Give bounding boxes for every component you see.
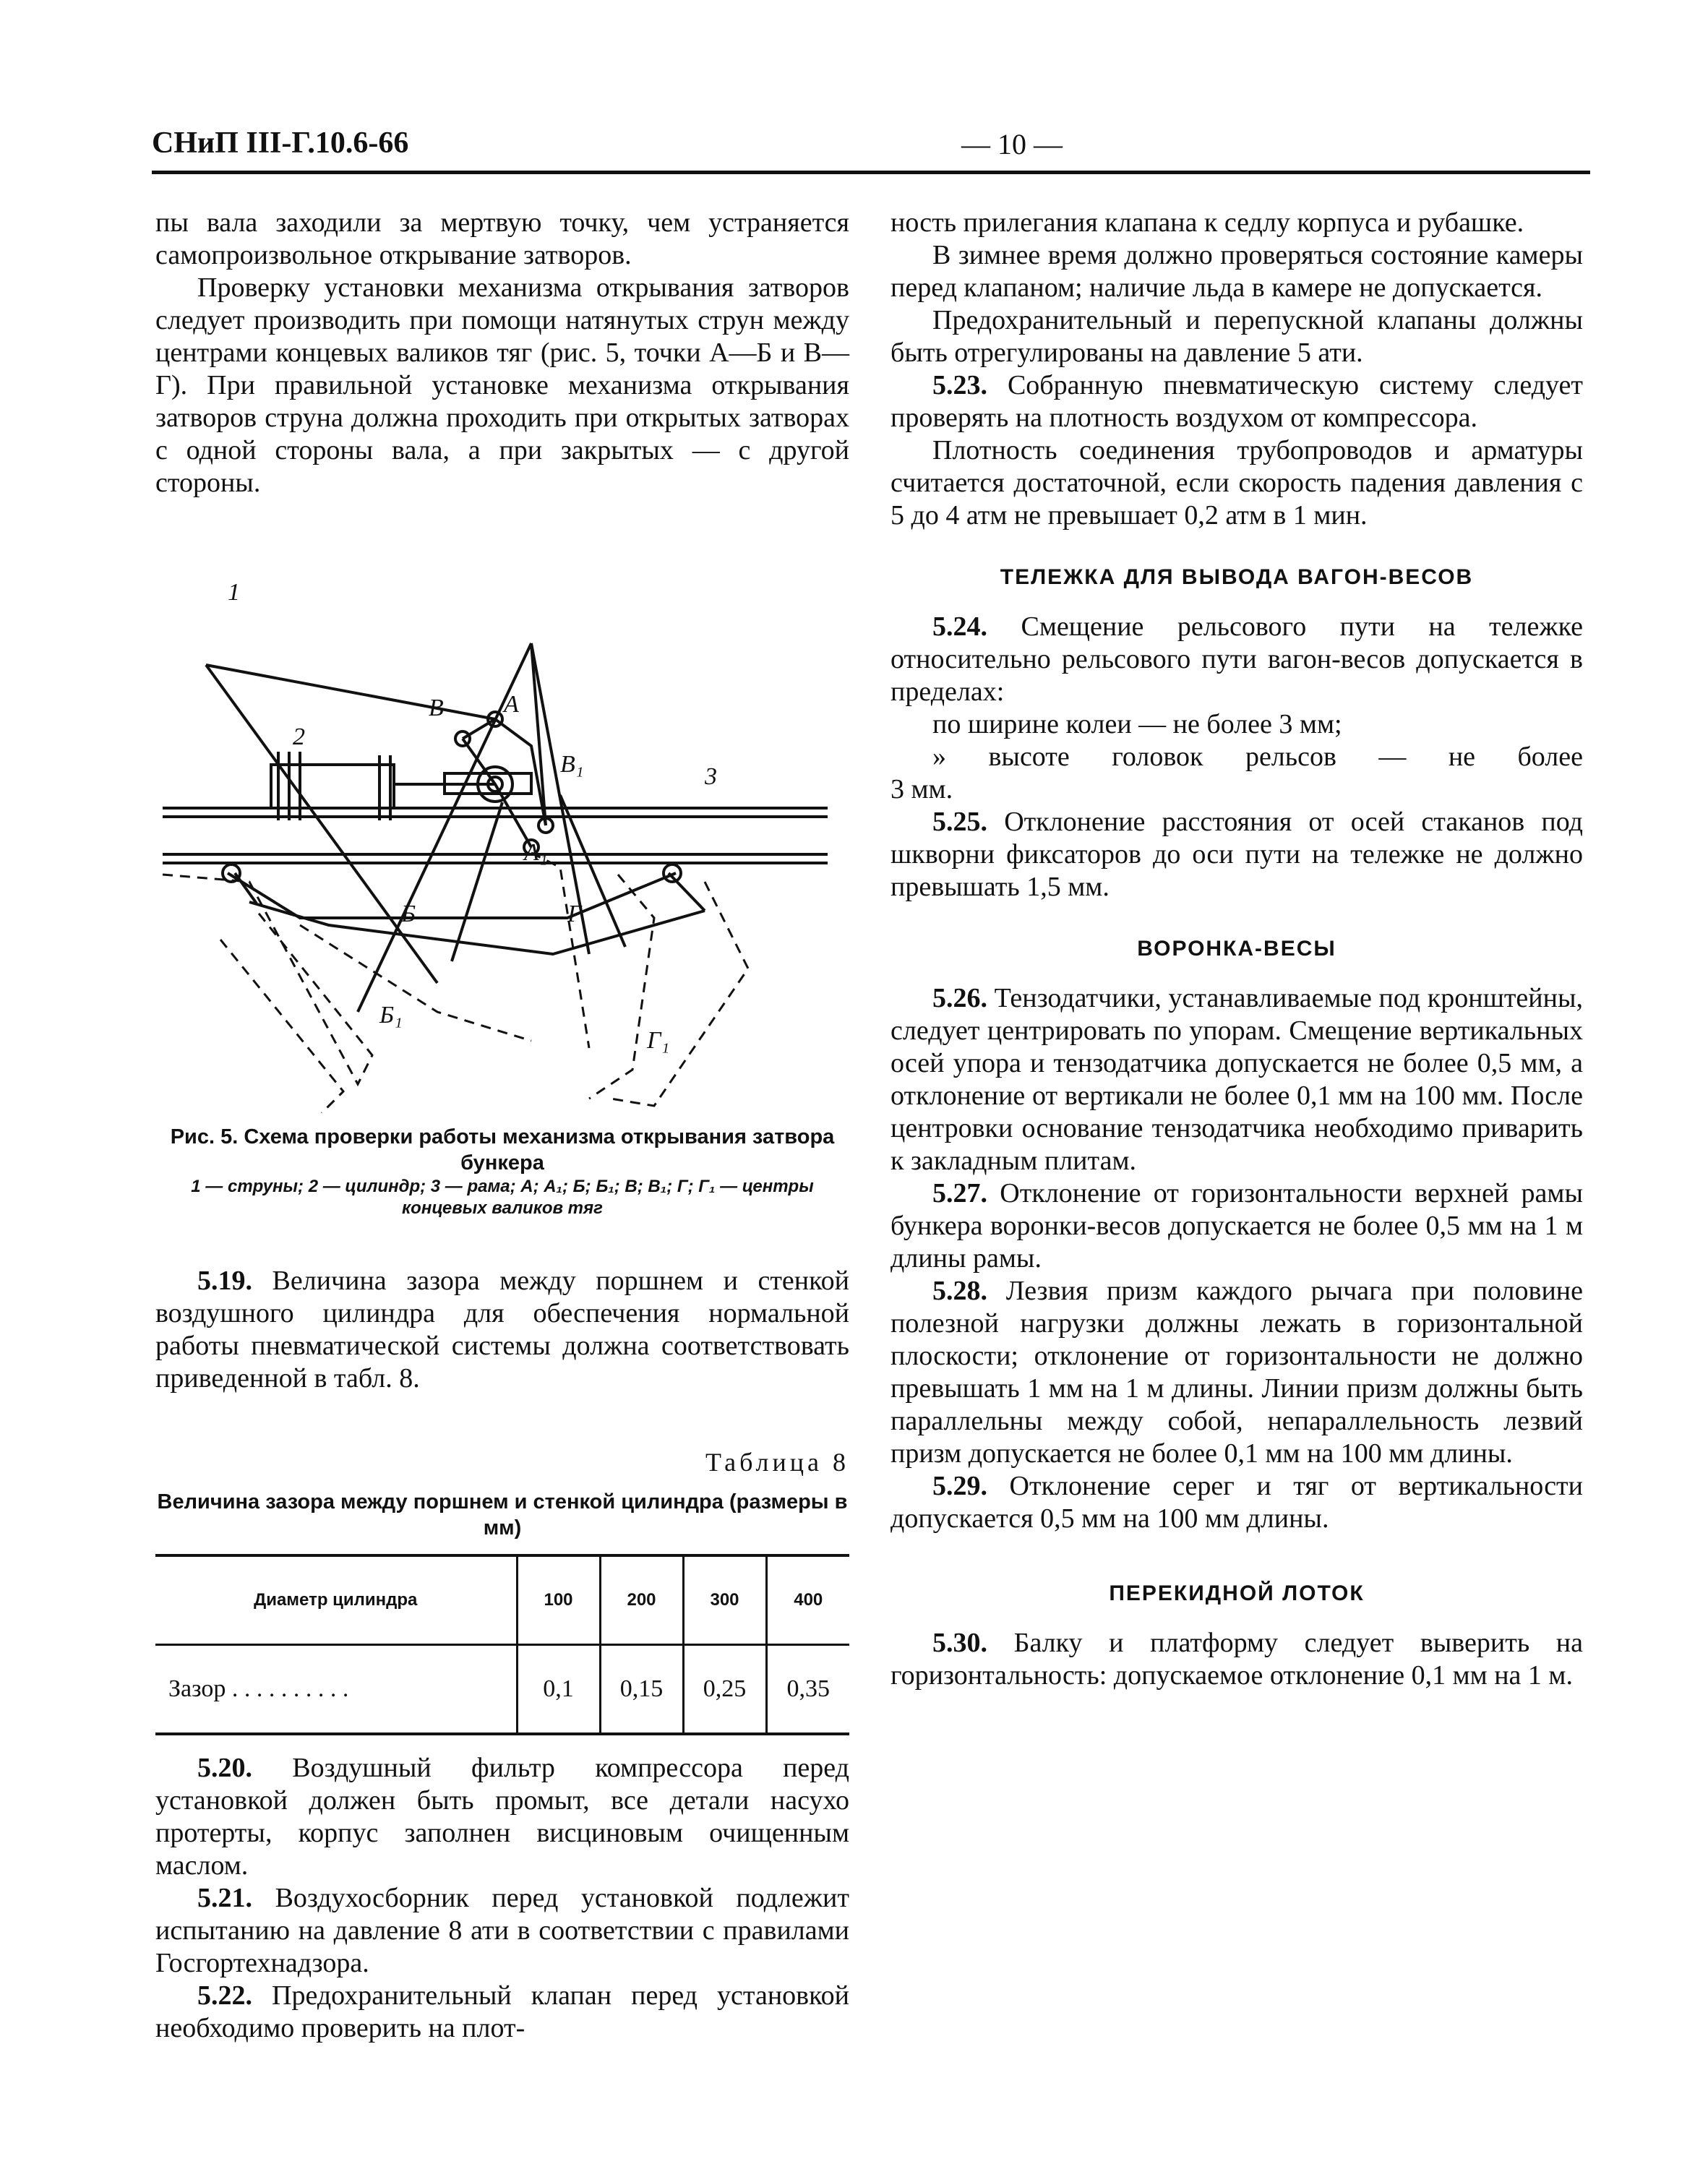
table-cell: 0,15 [600, 1645, 683, 1735]
clause-number: 5.28. [932, 1276, 987, 1306]
paragraph-5-30 [891, 1627, 1583, 1692]
left-column-519 [155, 1265, 849, 1395]
ditto-mark: » [932, 742, 946, 772]
table-row [155, 1645, 849, 1735]
figure-legend: 1 — струны; 2 — цилиндр; 3 — рама; А; А₁; Б; Б₁; В; В₁; Г; Г₁ — центры концевых валиков тяг [191, 1177, 814, 1218]
string-1 [206, 665, 495, 719]
table-cell: 0,1 [517, 1645, 600, 1735]
paragraph-density: Плотность соединения трубопроводов и арматуры считается достаточной, если скорость падения давления с 5 до 4 атм не превышает 0,2 атм в 1 мин. [891, 435, 1583, 531]
clause-text: Отклонение расстояния от осей стаканов под шкворни фиксаторов до оси пути на тележке не должно превышать 1,5 мм. [891, 807, 1583, 902]
label-G: Г [567, 901, 582, 927]
label-G1: Г₁ [647, 1027, 670, 1054]
table-header-cell: 400 [766, 1555, 849, 1645]
paragraph-5-29 [891, 1470, 1583, 1535]
clause-text: Балку и платформу следует выверить на горизонтальность: допускаемое отклонение 0,1 мм на 1 м. [891, 1628, 1583, 1691]
table-8 [155, 1554, 849, 1735]
clause-number: 5.27. [932, 1178, 987, 1208]
paragraph-5-21 [155, 1882, 849, 1980]
paragraph-5-28 [891, 1275, 1583, 1470]
clause-number: 5.23. [932, 370, 987, 400]
label-B: В [429, 695, 444, 721]
table-label: Таблица 8 [705, 1448, 849, 1477]
paragraph-5-25 [891, 806, 1583, 903]
figure-caption [155, 1124, 849, 1219]
clause-number: 5.19. [197, 1266, 252, 1296]
clause-text: Воздухосборник перед установкой подлежит испытанию на давление 8 ати в соответствии с правилами Госгортехнадзора. [155, 1883, 849, 1978]
clause-text: Тензодатчики, устанавливаемые под кронштейны, следует центрировать по упорам. Смещение вертикальных осей упора и тензодатчика допускается не более 0,5 мм, а отклонение от вертикали не более 0,1 мм на 100 мм. После центровки основание тензодатчика необходимо приварить к закладным плитам. [891, 983, 1584, 1176]
clause-number: 5.25. [932, 807, 987, 837]
paragraph-5-20 [155, 1752, 849, 1882]
paragraph-continuation: ность прилегания клапана к седлу корпуса и рубашке. [891, 207, 1524, 238]
label-1: 1 [228, 579, 240, 606]
clause-number: 5.20. [197, 1753, 252, 1783]
clause-number: 5.30. [932, 1628, 987, 1658]
page-number: — 10 — [961, 128, 1063, 160]
paragraph-5-19 [155, 1265, 849, 1395]
label-3: 3 [705, 763, 717, 790]
clause-text: Величина зазора между поршнем и стенкой воздушного цилиндра для обеспечения нормальной работы пневматической системы должна соответствовать приведенной в табл. 8. [155, 1266, 849, 1394]
clause-number: 5.26. [932, 983, 987, 1013]
label-B1: В₁ [560, 751, 584, 778]
table-cell: 0,35 [766, 1645, 849, 1735]
clause-text: Смещение рельсового пути на тележке относительно рельсового пути вагон-весов допускается в пределах: [891, 611, 1583, 707]
clause-number: 5.22. [197, 1980, 252, 2011]
paragraph-continuation: пы вала заходили за мертвую точку, чем устраняется самопроизвольное открывание затворов. [155, 207, 849, 270]
clause-text: Отклонение от горизонтальности верхней рамы бункера воронки-весов допускается не более 0,5 мм на 1 м длины рамы. [891, 1178, 1583, 1274]
clause-text: Отклонение серег и тяг от вертикальности допускается 0,5 мм на 100 мм длины. [891, 1471, 1584, 1534]
paragraph-5-27 [891, 1177, 1583, 1275]
paragraph-valves: Предохранительный и перепускной клапаны должны быть отрегулированы на давление 5 ати. [891, 305, 1583, 368]
clause-text: Собранную пневматическую систему следует проверять на плотность воздухом от компрессора. [891, 370, 1583, 433]
label-2: 2 [293, 723, 305, 750]
table-header-row [155, 1555, 849, 1645]
label-Bb: Б [401, 901, 416, 927]
paragraph-string-check: Проверку установки механизма открывания затворов следует производить при помощи натянутых струн между центрами концевых валиков тяг (рис. 5, точки А—Б и В—Г). При правильной установке механизма открывания затворов струна должна проходить при открытых затворах с одной стороны вала, а при закрытых — с другой стороны. [155, 272, 849, 498]
paragraph-winter: В зимнее время должно проверяться состояние камеры перед клапаном; наличие льда в камере не допускается. [891, 240, 1583, 303]
table-header-cell: Диаметр цилиндра [155, 1555, 517, 1645]
clause-number: 5.29. [932, 1471, 987, 1501]
clause-text: Предохранительный клапан перед установкой необходимо проверить на плот- [155, 1980, 849, 2043]
right-column [891, 207, 1583, 1692]
list-item-height-end: 3 мм. [891, 774, 953, 804]
dashed-position-right [589, 875, 654, 1099]
table-cell: 0,25 [683, 1645, 766, 1735]
section-heading-trolley: ТЕЛЕЖКА ДЛЯ ВЫВОДА ВАГОН-ВЕСОВ [1000, 565, 1474, 589]
list-item-text: высоте головок рельсов — не более [988, 742, 1584, 772]
table-title: Величина зазора между поршнем и стенкой цилиндра (размеры в мм) [157, 1490, 848, 1540]
clause-number: 5.24. [932, 611, 987, 642]
left-column-top [155, 207, 849, 499]
table-header-cell: 200 [600, 1555, 683, 1645]
clause-text: Лезвия призм каждого рычага при половине полезной нагрузки должны лежать в горизонтальной плоскости; отклонение от горизонтальности не должно превышать 1 мм на 1 м длины. Линии призм должны быть параллельны между собой, непараллельность лезвий призм допускается не более 0,1 мм на 100 мм длины. [891, 1276, 1583, 1469]
table-cell: Зазор . . . . . . . . . . [155, 1645, 517, 1735]
table-header-cell: 300 [683, 1555, 766, 1645]
header-rule [152, 171, 1590, 174]
section-heading-hopper-scales: ВОРОНКА-ВЕСЫ [1137, 937, 1336, 961]
paragraph-5-24 [891, 611, 1583, 708]
label-Bb1: Б₁ [379, 1002, 403, 1029]
page-header [152, 123, 1590, 166]
list-item-height [891, 741, 1583, 773]
paragraph-5-26 [891, 982, 1583, 1177]
clause-text: Воздушный фильтр компрессора перед установкой должен быть промыт, все детали насухо протерты, корпус заполнен висциновым очищенным маслом. [155, 1753, 849, 1881]
label-A1: А₁ [524, 839, 548, 866]
list-item-gauge: по ширине колеи — не более 3 мм; [932, 709, 1342, 739]
clause-number: 5.21. [197, 1883, 252, 1913]
figure-title: Рис. 5. Схема проверки работы механизма открывания затвора бункера [170, 1125, 835, 1175]
label-A: А [504, 691, 519, 718]
paragraph-5-22 [155, 1980, 849, 2045]
section-heading-chute: ПЕРЕКИДНОЙ ЛОТОК [1109, 1581, 1365, 1605]
left-column-bottom [155, 1752, 849, 2045]
document-code: СНиП III-Г.10.6-66 [152, 126, 409, 160]
table-header-cell: 100 [517, 1555, 600, 1645]
paragraph-5-23 [891, 369, 1583, 434]
figure-5-diagram [155, 578, 849, 1113]
